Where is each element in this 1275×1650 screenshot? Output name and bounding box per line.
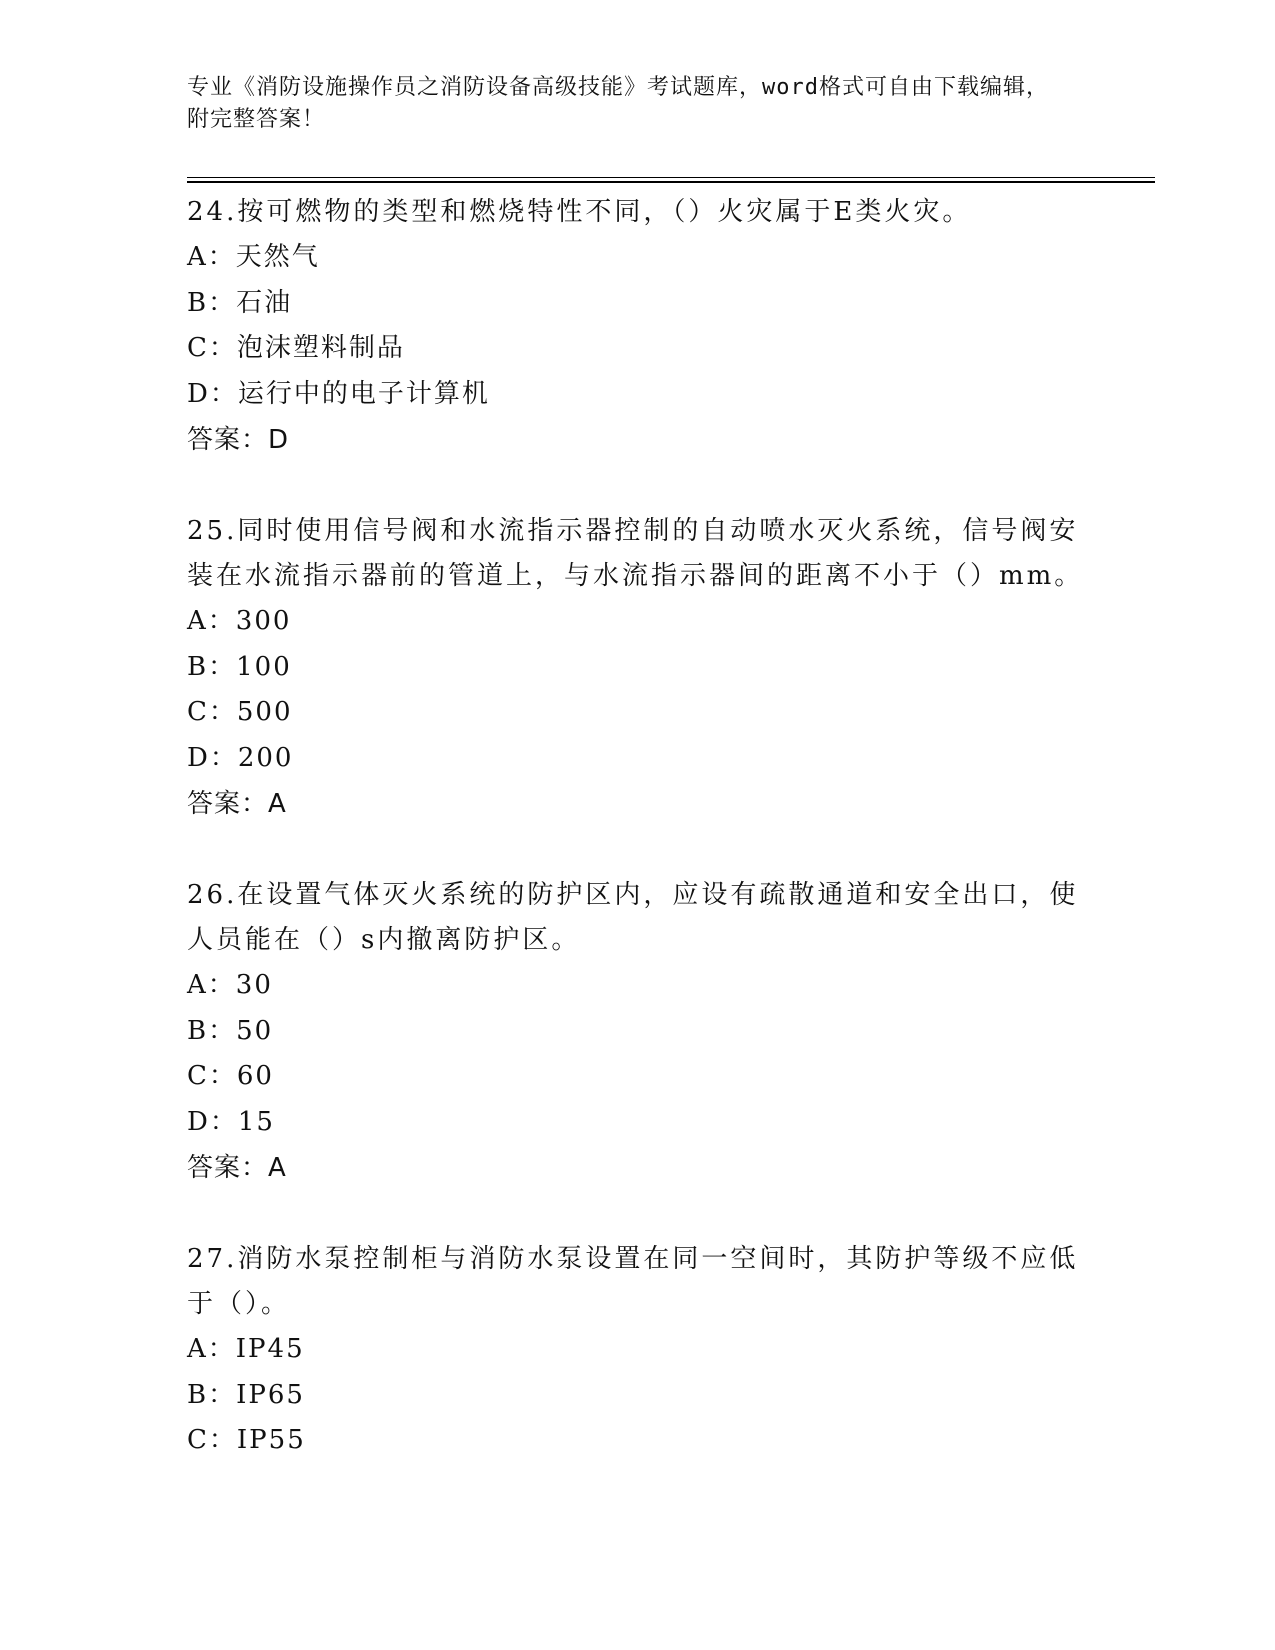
option-a: A：30 xyxy=(187,970,273,1000)
question-stem: 25.同时使用信号阀和水流指示器控制的自动喷水灭火系统，信号阀安装在水流指示器前的管道上，与水流指示器间的距离不小于（）mm。 xyxy=(187,516,1084,591)
header-divider-thin xyxy=(187,177,1155,178)
option-b: B：IP65 xyxy=(187,1379,305,1410)
option-c: C：IP55 xyxy=(187,1425,306,1455)
option-c: C：500 xyxy=(187,697,293,727)
answer: 答案：D xyxy=(187,425,290,455)
question-list xyxy=(187,190,1087,1510)
question-25 xyxy=(187,509,1087,827)
answer: 答案：A xyxy=(187,789,287,819)
question-stem: 24.按可燃物的类型和燃烧特性不同，（）火灾属于E类火灾。 xyxy=(187,197,972,227)
option-a: A：天然气 xyxy=(187,242,320,272)
option-a: A：300 xyxy=(187,606,292,636)
option-a: A：IP45 xyxy=(187,1334,305,1364)
answer: 答案：A xyxy=(187,1153,287,1183)
question-27 xyxy=(187,1237,1087,1464)
question-26 xyxy=(187,873,1087,1191)
option-c: C：60 xyxy=(187,1061,274,1091)
option-d: D：运行中的电子计算机 xyxy=(187,378,490,409)
document-header: 专业《消防设施操作员之消防设备高级技能》考试题库，word格式可自由下载编辑，附完整答案！ xyxy=(187,75,1049,132)
header-divider-thick xyxy=(187,181,1155,183)
question-stem: 26.在设置气体灭火系统的防护区内，应设有疏散通道和安全出口，使人员能在（）s内撤离防护区。 xyxy=(187,880,1079,955)
option-d: D：15 xyxy=(187,1106,275,1137)
option-c: C：泡沫塑料制品 xyxy=(187,333,405,363)
option-b: B：50 xyxy=(187,1015,274,1046)
option-b: B：100 xyxy=(187,651,292,682)
option-d: D：200 xyxy=(187,742,294,773)
question-24 xyxy=(187,190,1087,463)
option-b: B：石油 xyxy=(187,287,293,318)
question-stem: 27.消防水泵控制柜与消防水泵设置在同一空间时，其防护等级不应低于（）。 xyxy=(187,1244,1079,1319)
